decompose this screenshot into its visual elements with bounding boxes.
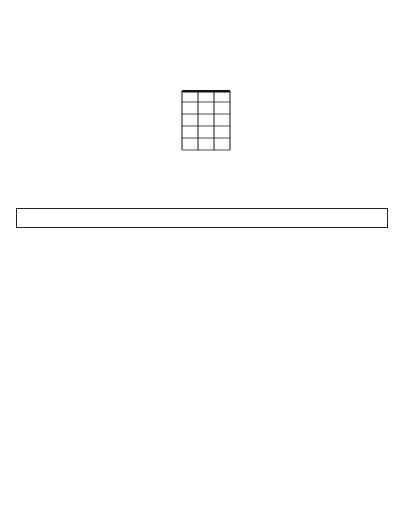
string-chord-diagram [174,80,234,156]
ledger-line-callout [16,208,388,228]
open-string-staffs [15,160,390,208]
